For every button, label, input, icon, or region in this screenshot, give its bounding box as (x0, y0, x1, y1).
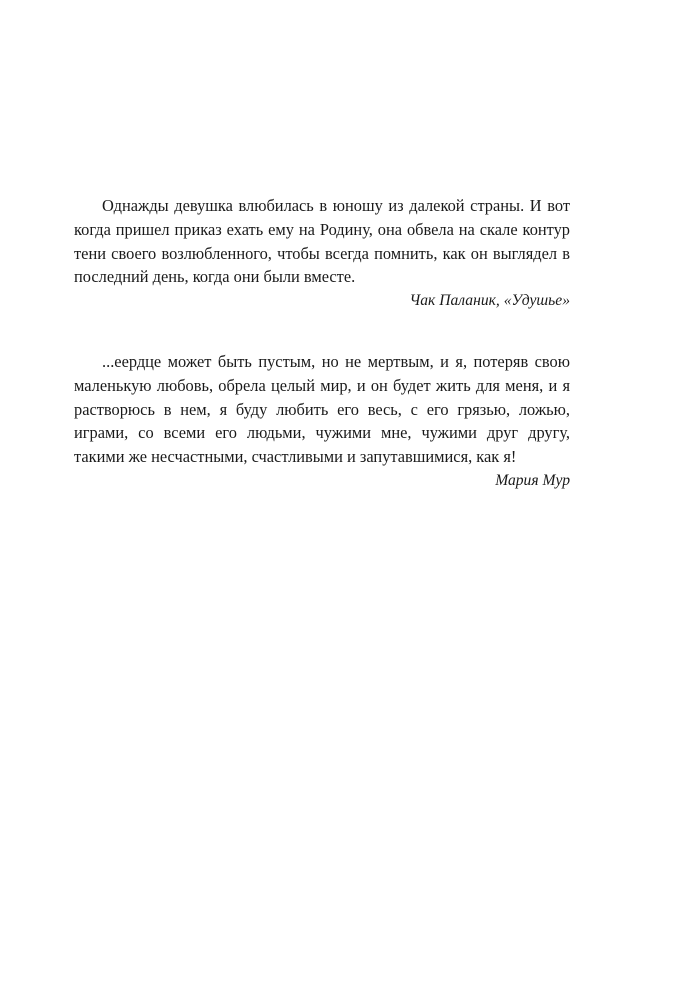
epigraph-quote-text: ...еердце может быть пустым, но не мертвым, и я, потеряв свою маленькую любовь, обрела целый мир, и он будет жить для меня, и я растворюсь в нем, я буду любить его весь, с его грязью, ложью, играми, со всеми его людьми, чужими мне, чужими друг другу, такими же несчастными, счастливыми и запутавшимися, как я! (74, 352, 570, 467)
epigraph-mur (74, 350, 570, 493)
epigraph-attribution: Мария Мур (495, 471, 570, 489)
epigraph-quote-text: Однажды девушка влюбилась в юношу из далекой страны. И вот когда пришел приказ ехать ему на Родину, она обвела на скале контур тени своего возлюбленного, чтобы всегда помнить, как он выглядел в последний день, когда они были вместе. (74, 196, 570, 287)
epigraph-palahniuk (74, 194, 570, 313)
epigraph-attribution: Чак Паланик, «Удушье» (409, 292, 570, 310)
